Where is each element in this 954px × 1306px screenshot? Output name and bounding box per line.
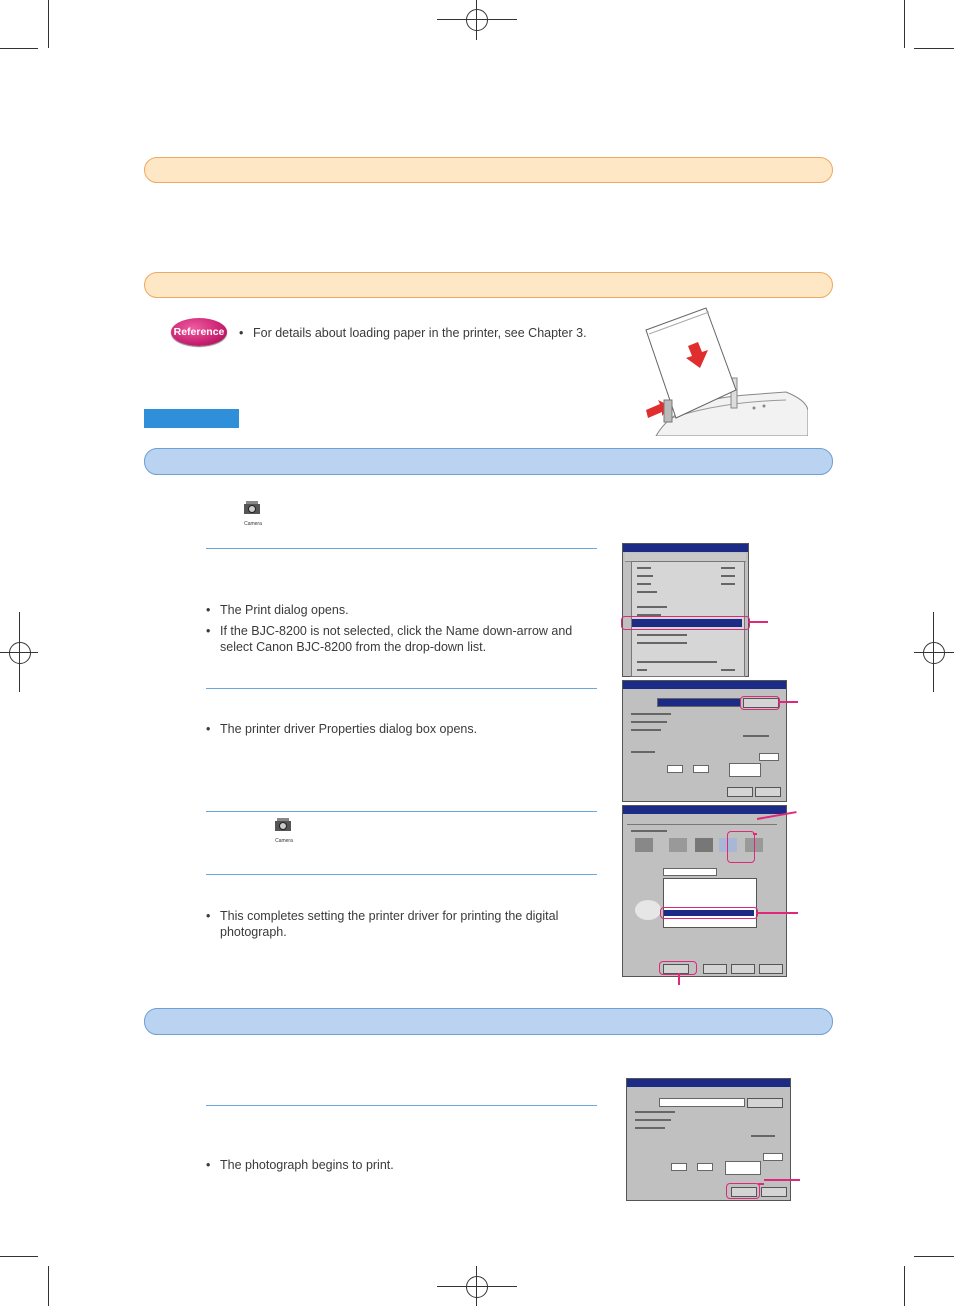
status-text (751, 1135, 775, 1137)
registration-mark (933, 612, 934, 692)
tab-strip (627, 816, 777, 825)
registration-mark (466, 1276, 488, 1298)
step-divider (206, 548, 597, 549)
step-bullet: • The printer driver Properties dialog box opens. (220, 721, 590, 737)
page-field (667, 765, 683, 773)
printer-name-field (657, 698, 741, 707)
properties-button (747, 1098, 783, 1108)
media-type-callout (660, 907, 758, 919)
menu-item (637, 583, 651, 585)
section-header-bar (144, 448, 833, 475)
status-text (743, 735, 769, 737)
apply-button (731, 964, 755, 974)
camera-icon (241, 500, 265, 526)
crop-mark (0, 48, 38, 49)
status-text (635, 1119, 671, 1121)
cancel-button (703, 964, 727, 974)
print-range-text (631, 751, 655, 753)
title-bar (627, 1079, 790, 1087)
crop-mark (48, 1266, 49, 1306)
callout-line (748, 621, 768, 623)
callout-line (758, 1183, 764, 1185)
step-divider (206, 811, 597, 812)
section-header-bar (144, 1008, 833, 1035)
section-header-bar (144, 157, 833, 183)
copies-field (763, 1153, 783, 1161)
crop-mark (48, 0, 49, 48)
menu-item (637, 642, 687, 644)
cancel-button (755, 787, 781, 797)
registration-mark (19, 612, 20, 692)
menu-item (637, 669, 647, 671)
crop-mark (914, 48, 954, 49)
menu-item (637, 634, 687, 636)
status-text (631, 713, 671, 715)
properties-button-callout (740, 696, 780, 710)
menu-item (721, 583, 735, 585)
menu-item (637, 567, 651, 569)
status-text (631, 721, 667, 723)
step-bullet: • The photograph begins to print. (220, 1157, 590, 1173)
menu-item (721, 669, 735, 671)
step-bullet: • This completes setting the printer driver for printing the digital photograph. (220, 908, 590, 940)
collate-icons (725, 1161, 761, 1175)
ok-button (727, 787, 753, 797)
crop-mark (904, 1266, 905, 1306)
collate-icons (729, 763, 761, 777)
cancel-button (761, 1187, 787, 1197)
title-bar (623, 544, 748, 552)
crop-mark (904, 0, 905, 48)
camera-icon-label: Camera (244, 521, 262, 527)
properties-dialog-screenshot (622, 805, 787, 977)
menu-item (721, 567, 735, 569)
title-bar (623, 681, 786, 689)
status-text (635, 1111, 675, 1113)
step-bullet: • If the BJC-8200 is not selected, click the Name down-arrow and select Canon BJC-8200 from the drop-down list. (220, 623, 590, 655)
step-divider (206, 688, 597, 689)
help-button (759, 964, 783, 974)
page-field (697, 1163, 713, 1171)
step-divider (206, 1105, 597, 1106)
reference-note: • For details about loading paper in the printer, see Chapter 3. (253, 325, 633, 341)
registration-mark (437, 19, 517, 20)
print-menu-callout (621, 616, 750, 630)
menu-item (637, 575, 653, 577)
copies-field (759, 753, 779, 761)
registration-mark (466, 9, 488, 31)
section-header-bar (144, 272, 833, 298)
camera-icon-label: Camera (275, 838, 293, 844)
section-tag (144, 409, 239, 428)
menu-item (721, 575, 735, 577)
page-field (671, 1163, 687, 1171)
printer-name-field (659, 1098, 745, 1107)
title-bar (623, 806, 786, 814)
ok-button-callout (726, 1183, 760, 1199)
cartridge-field (663, 868, 717, 876)
callout-line (778, 701, 798, 703)
status-text (635, 1127, 665, 1129)
preview-image (635, 900, 661, 920)
callout-line (678, 973, 680, 985)
registration-mark (476, 0, 477, 40)
registration-mark (9, 642, 31, 664)
menu-item (637, 606, 667, 608)
paint-file-menu-screenshot (622, 543, 749, 677)
callout-line (756, 912, 798, 914)
step-divider (206, 874, 597, 875)
registration-mark (437, 1286, 517, 1287)
crop-mark (914, 1256, 954, 1257)
group-label (631, 830, 667, 832)
registration-mark (923, 642, 945, 664)
status-text (631, 729, 661, 731)
step-bullet: • The Print dialog opens. (220, 602, 590, 618)
printer-loading-illustration (636, 300, 808, 436)
reference-badge: Reference (171, 318, 227, 346)
registration-mark (914, 652, 954, 653)
menu-item (637, 661, 717, 663)
menu-item (637, 591, 657, 593)
callout-line (753, 833, 757, 835)
camera-icon (272, 817, 296, 843)
callout-line (764, 1179, 800, 1181)
page-field (693, 765, 709, 773)
crop-mark (0, 1256, 38, 1257)
photo-mode-icon-callout (727, 831, 755, 863)
print-dialog-ok-screenshot (626, 1078, 791, 1201)
media-type-dropdown-list (663, 878, 757, 928)
registration-mark (476, 1266, 477, 1306)
